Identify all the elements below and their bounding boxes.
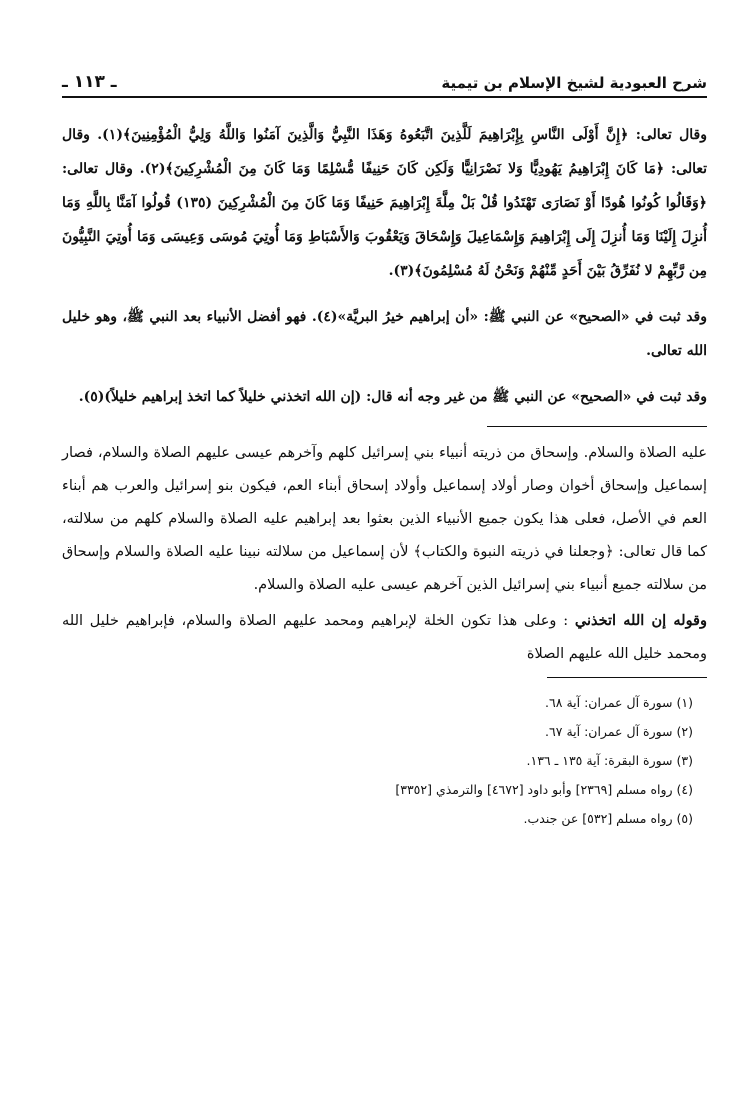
page-number: ـ ١١٣ ـ — [62, 72, 117, 92]
commentary-lead: وقوله إن الله اتخذني — [574, 612, 707, 629]
main-text — [62, 118, 707, 414]
footnotes — [62, 688, 707, 833]
main-paragraph-1: وقال تعالى: ﴿إِنَّ أَوْلَى النَّاسِ بِإِبْرَاهِيمَ لَلَّذِينَ اتَّبَعُوهُ وَهَذَا النَّبِيُّ وَالَّذِينَ آمَنُوا وَاللَّهُ وَلِيُّ الْمُؤْمِنِينَ﴾(١). وقال تعالى: ﴿مَا كَانَ إِبْرَاهِيمُ يَهُودِيًّا وَلا نَصْرَانِيًّا وَلَكِن كَانَ حَنِيفًا مُّسْلِمًا وَمَا كَانَ مِنَ الْمُشْرِكِينَ﴾(٢). وقال تعالى: ﴿وَقَالُوا كُونُوا هُودًا أَوْ نَصَارَى تَهْتَدُوا قُلْ بَلْ مِلَّةَ إِبْرَاهِيمَ حَنِيفًا وَمَا كَانَ مِنَ الْمُشْرِكِينَ (١٣٥) قُولُوا آمَنَّا بِاللَّهِ وَمَا أُنزِلَ إِلَيْنَا وَمَا أُنزِلَ إِلَى إِبْرَاهِيمَ وَإِسْمَاعِيلَ وَإِسْحَاقَ وَيَعْقُوبَ وَالأَسْبَاطِ وَمَا أُوتِيَ مُوسَى وَعِيسَى وَمَا أُوتِيَ النَّبِيُّونَ مِن رَّبِّهِمْ لا نُفَرِّقُ بَيْنَ أَحَدٍ مِّنْهُمْ وَنَحْنُ لَهُ مُسْلِمُونَ﴾(٣). — [62, 127, 708, 279]
running-header — [62, 62, 707, 98]
footnote-2: (٢) سورة آل عمران: آية ٦٧. — [545, 724, 693, 739]
footnote-1: (١) سورة آل عمران: آية ٦٨. — [545, 695, 693, 710]
commentary-paragraph-2-text: : وعلى هذا تكون الخلة لإبراهيم ومحمد عليهم الصلاة والسلام، فإبراهيم خليل الله ومحمد خليل الله عليهم الصلاة — [62, 613, 707, 662]
header-title: شرح العبودية لشيخ الإسلام بن تيمية — [441, 74, 707, 92]
book-page — [62, 62, 707, 1062]
footnote-divider — [547, 677, 707, 678]
commentary-text — [62, 437, 707, 671]
main-paragraph-3: وقد ثبت في «الصحيح» عن النبي ﷺ من غير وجه أنه قال: (إن الله اتخذني خليلاً كما اتخذ إبراهيم خليلاً)(٥). — [78, 389, 707, 405]
main-paragraph-2: وقد ثبت في «الصحيح» عن النبي ﷺ: «أن إبراهيم خيرُ البريَّة»(٤). فهو أفضل الأنبياء بعد النبي ﷺ، وهو خليل الله تعالى. — [62, 309, 707, 359]
footnote-4: (٤) رواه مسلم [٢٣٦٩] وأبو داود [٤٦٧٢] والترمذي [٣٣٥٢] — [395, 782, 693, 797]
commentary-paragraph-1: عليه الصلاة والسلام. وإسحاق من ذريته أنبياء بني إسرائيل كلهم وآخرهم عيسى عليهم الصلاة والسلام، فصار إسماعيل وإسحاق أخوان وصار أولاد إسماعيل وأولاد إسحاق أبناء العم، فيكون بنو إسرائيل والعرب هم أبناء العم في الأصل، فعلى هذا يكون جميع الأنبياء الذين بعثوا بعد إبراهيم عليه الصلاة والسلام كلهم من سلالته، كما قال تعالى: ﴿وجعلنا في ذريته النبوة والكتاب﴾ لأن إسماعيل من سلالته نبينا عليه الصلاة والسلام وإسحاق من سلالته جميع أنبياء بني إسرائيل الذين آخرهم عيسى عليه الصلاة والسلام. — [62, 445, 707, 593]
footnote-3: (٣) سورة البقرة: آية ١٣٥ ـ ١٣٦. — [526, 753, 693, 768]
commentary-paragraph-2 — [62, 604, 707, 671]
section-divider — [487, 426, 707, 427]
footnote-5: (٥) رواه مسلم [٥٣٢] عن جندب. — [523, 811, 693, 826]
